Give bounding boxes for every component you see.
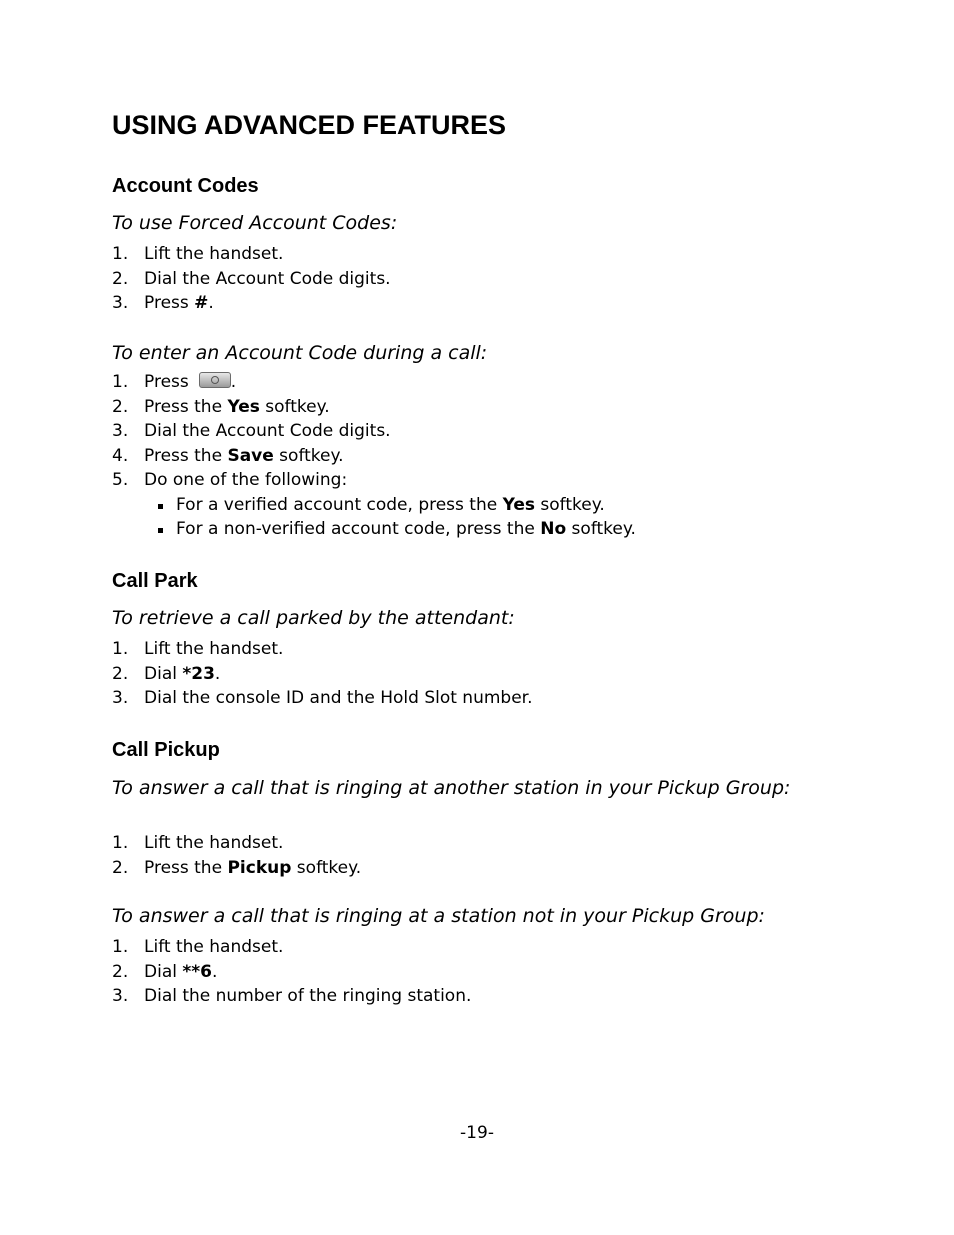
list-item: 2. Dial *23. <box>112 663 221 684</box>
page-number: -19- <box>460 1123 494 1143</box>
list-item: 2. Press the Pickup softkey. <box>112 857 362 878</box>
list-item: 3. Press #. <box>112 293 214 313</box>
procedure-title-forced-account-codes: To use Forced Account Codes: <box>112 212 398 234</box>
bullet-item: For a non-verified account code, press the No softkey. <box>144 517 636 542</box>
list-item: 2. Dial **6. <box>112 961 218 982</box>
section-heading-call-park: Call Park <box>112 570 198 592</box>
list-item: 1. Press . <box>112 372 237 392</box>
list-item: 1. Lift the handset. <box>112 833 284 853</box>
procedure-title-retrieve-parked-call: To retrieve a call parked by the attendant: <box>112 607 515 629</box>
page-title: USING ADVANCED FEATURES <box>112 110 507 140</box>
procedure-title-pickup-not-in-group: To answer a call that is ringing at a station not in your Pickup Group: <box>112 905 765 927</box>
procedure-title-pickup-in-group: To answer a call that is ringing at another station in your Pickup Group: <box>112 777 791 799</box>
call-park-steps <box>112 637 533 711</box>
bullet-item: For a verified account code, press the Yes softkey. <box>144 493 636 518</box>
list-item: 1. Lift the handset. <box>112 639 284 659</box>
option-bullets <box>144 493 636 542</box>
procedure-title-account-code-during-call: To enter an Account Code during a call: <box>112 342 488 364</box>
account-code-during-call-steps <box>112 370 636 542</box>
section-heading-call-pickup: Call Pickup <box>112 739 220 761</box>
list-item: 3. Dial the number of the ringing station. <box>112 986 472 1006</box>
list-item: 4. Press the Save softkey. <box>112 445 344 466</box>
pickup-not-in-group-steps <box>112 935 471 1009</box>
list-item: 2. Dial the Account Code digits. <box>112 268 391 289</box>
section-heading-account-codes: Account Codes <box>112 175 259 197</box>
bullet-icon <box>158 528 163 533</box>
pickup-in-group-steps <box>112 831 361 880</box>
bullet-icon <box>158 504 163 509</box>
list-item: 3. Dial the Account Code digits. <box>112 421 391 441</box>
account-code-key-icon <box>199 372 231 388</box>
list-item: 3. Dial the console ID and the Hold Slot number. <box>112 688 533 708</box>
forced-account-code-steps <box>112 242 391 316</box>
list-item: 1. Lift the handset. <box>112 937 284 957</box>
list-item: 1. Lift the handset. <box>112 244 284 264</box>
list-item: 2. Press the Yes softkey. <box>112 396 330 417</box>
list-item: 5. Do one of the following: For a verified account code, press the Yes softkey. For a non-verified account code, press the No softkey. <box>112 468 636 542</box>
